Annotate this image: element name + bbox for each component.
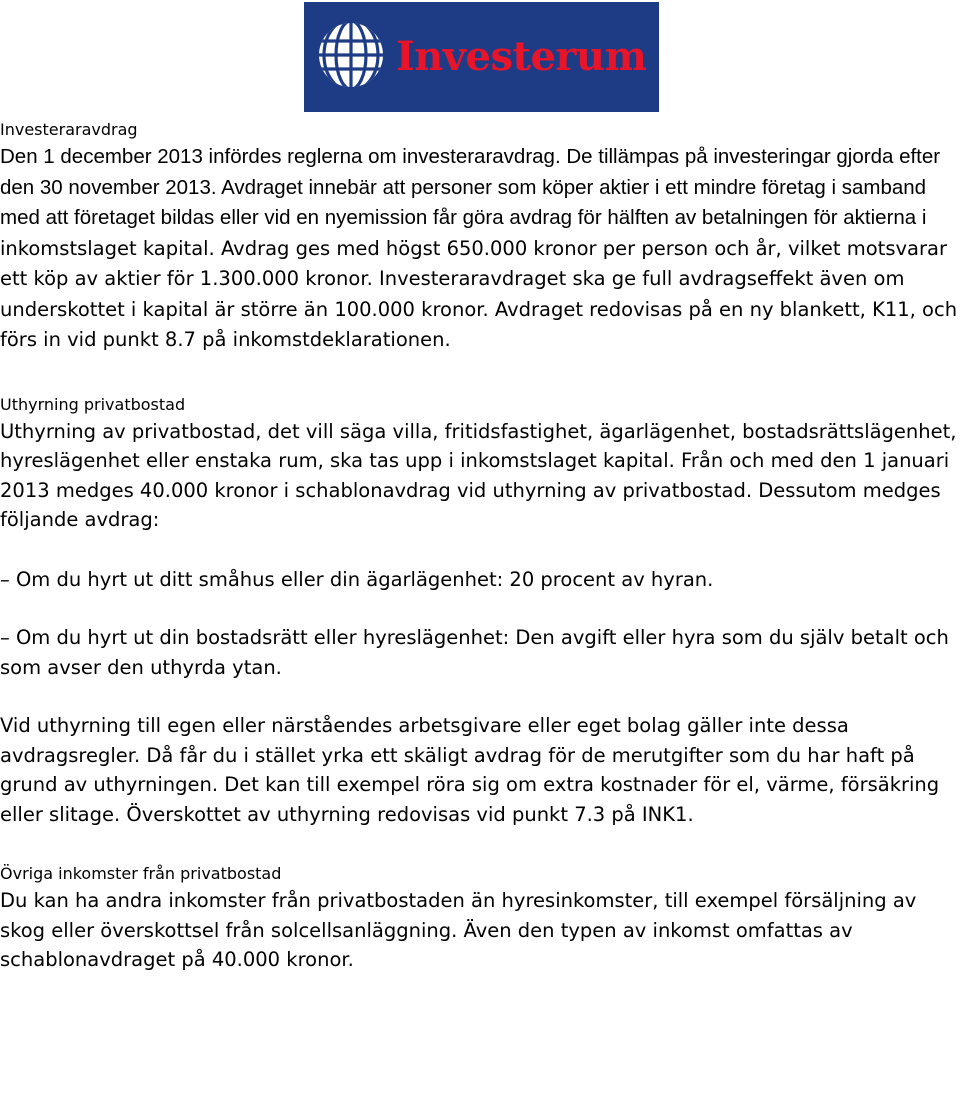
bullet-smahus: – Om du hyrt ut ditt småhus eller din ägarlägenhet: 20 procent av hyran. [0,567,714,591]
paragraph-investeraravdrag [0,142,960,356]
document-body [0,118,960,975]
section-heading-investeraravdrag: Investeraravdrag [0,120,138,139]
bullet-bostadsratt: – Om du hyrt ut din bostadsrätt eller hyreslägenhet: Den avgift eller hyra som du själv betalt och som avser den uthyrda ytan. [0,626,949,679]
paragraph-uthyrning-intro: Uthyrning av privatbostad, det vill säga villa, fritidsfastighet, ägarlägenhet, bostadsrättslägenhet, hyreslägenhet eller enstaka rum, ska tas upp i inkomstslaget kapital. Från och med den 1 januari 2013 medges 40.000 kronor i schablonavdrag vid uthyrning av privatbostad. Dessutom medges följande avdrag: [0,419,957,531]
section-heading-ovriga-inkomster: Övriga inkomster från privatbostad [0,864,282,883]
paragraph-text-part1: Den 1 december 2013 infördes reglerna om investeraravdrag. De tillämpas på investeringar gjorda efter den 30 november 2013. Avdraget innebär att personer som köper aktier i ett mindre företag i samband med att företaget bildas eller vid en nyemission får göra avdrag för hälften av betalningen för aktierna i [0,145,941,229]
globe-icon [304,2,396,112]
paragraph-ovriga-inkomster: Du kan ha andra inkomster från privatbostaden än hyresinkomster, till exempel försäljning av skog eller överskottsel från solcellsanläggning. Även den typen av inkomst omfattas av schablonavdraget på 40.000 kronor. [0,889,917,971]
investerum-logo [304,2,659,112]
section-heading-uthyrning: Uthyrning privatbostad [0,394,186,414]
logo-wordmark: Investerum [396,33,647,80]
paragraph-text-part2: inkomstslaget kapital. Avdrag ges med högst 650.000 kronor per person och år, vilket motsvarar ett köp av aktier för 1.300.000 kronor. Investeraravdraget ska ge full avdragseffekt även om underskottet i kapital är större än 100.000 kronor. Avdraget redovisas på en ny blankett, K11, och förs in vid punkt 8.7 på inkomstdeklarationen. [0,236,958,351]
paragraph-uthyrning-arbetsgivare: Vid uthyrning till egen eller närståendes arbetsgivare eller eget bolag gäller inte dessa avdragsregler. Då får du i stället yrka ett skäligt avdrag för de merutgifter som du har haft på grund av uthyrningen. Det kan till exempel röra sig om extra kostnader för el, värme, försäkring eller slitage. Överskottet av uthyrning redovisas vid punkt 7.3 på INK1. [0,714,940,826]
